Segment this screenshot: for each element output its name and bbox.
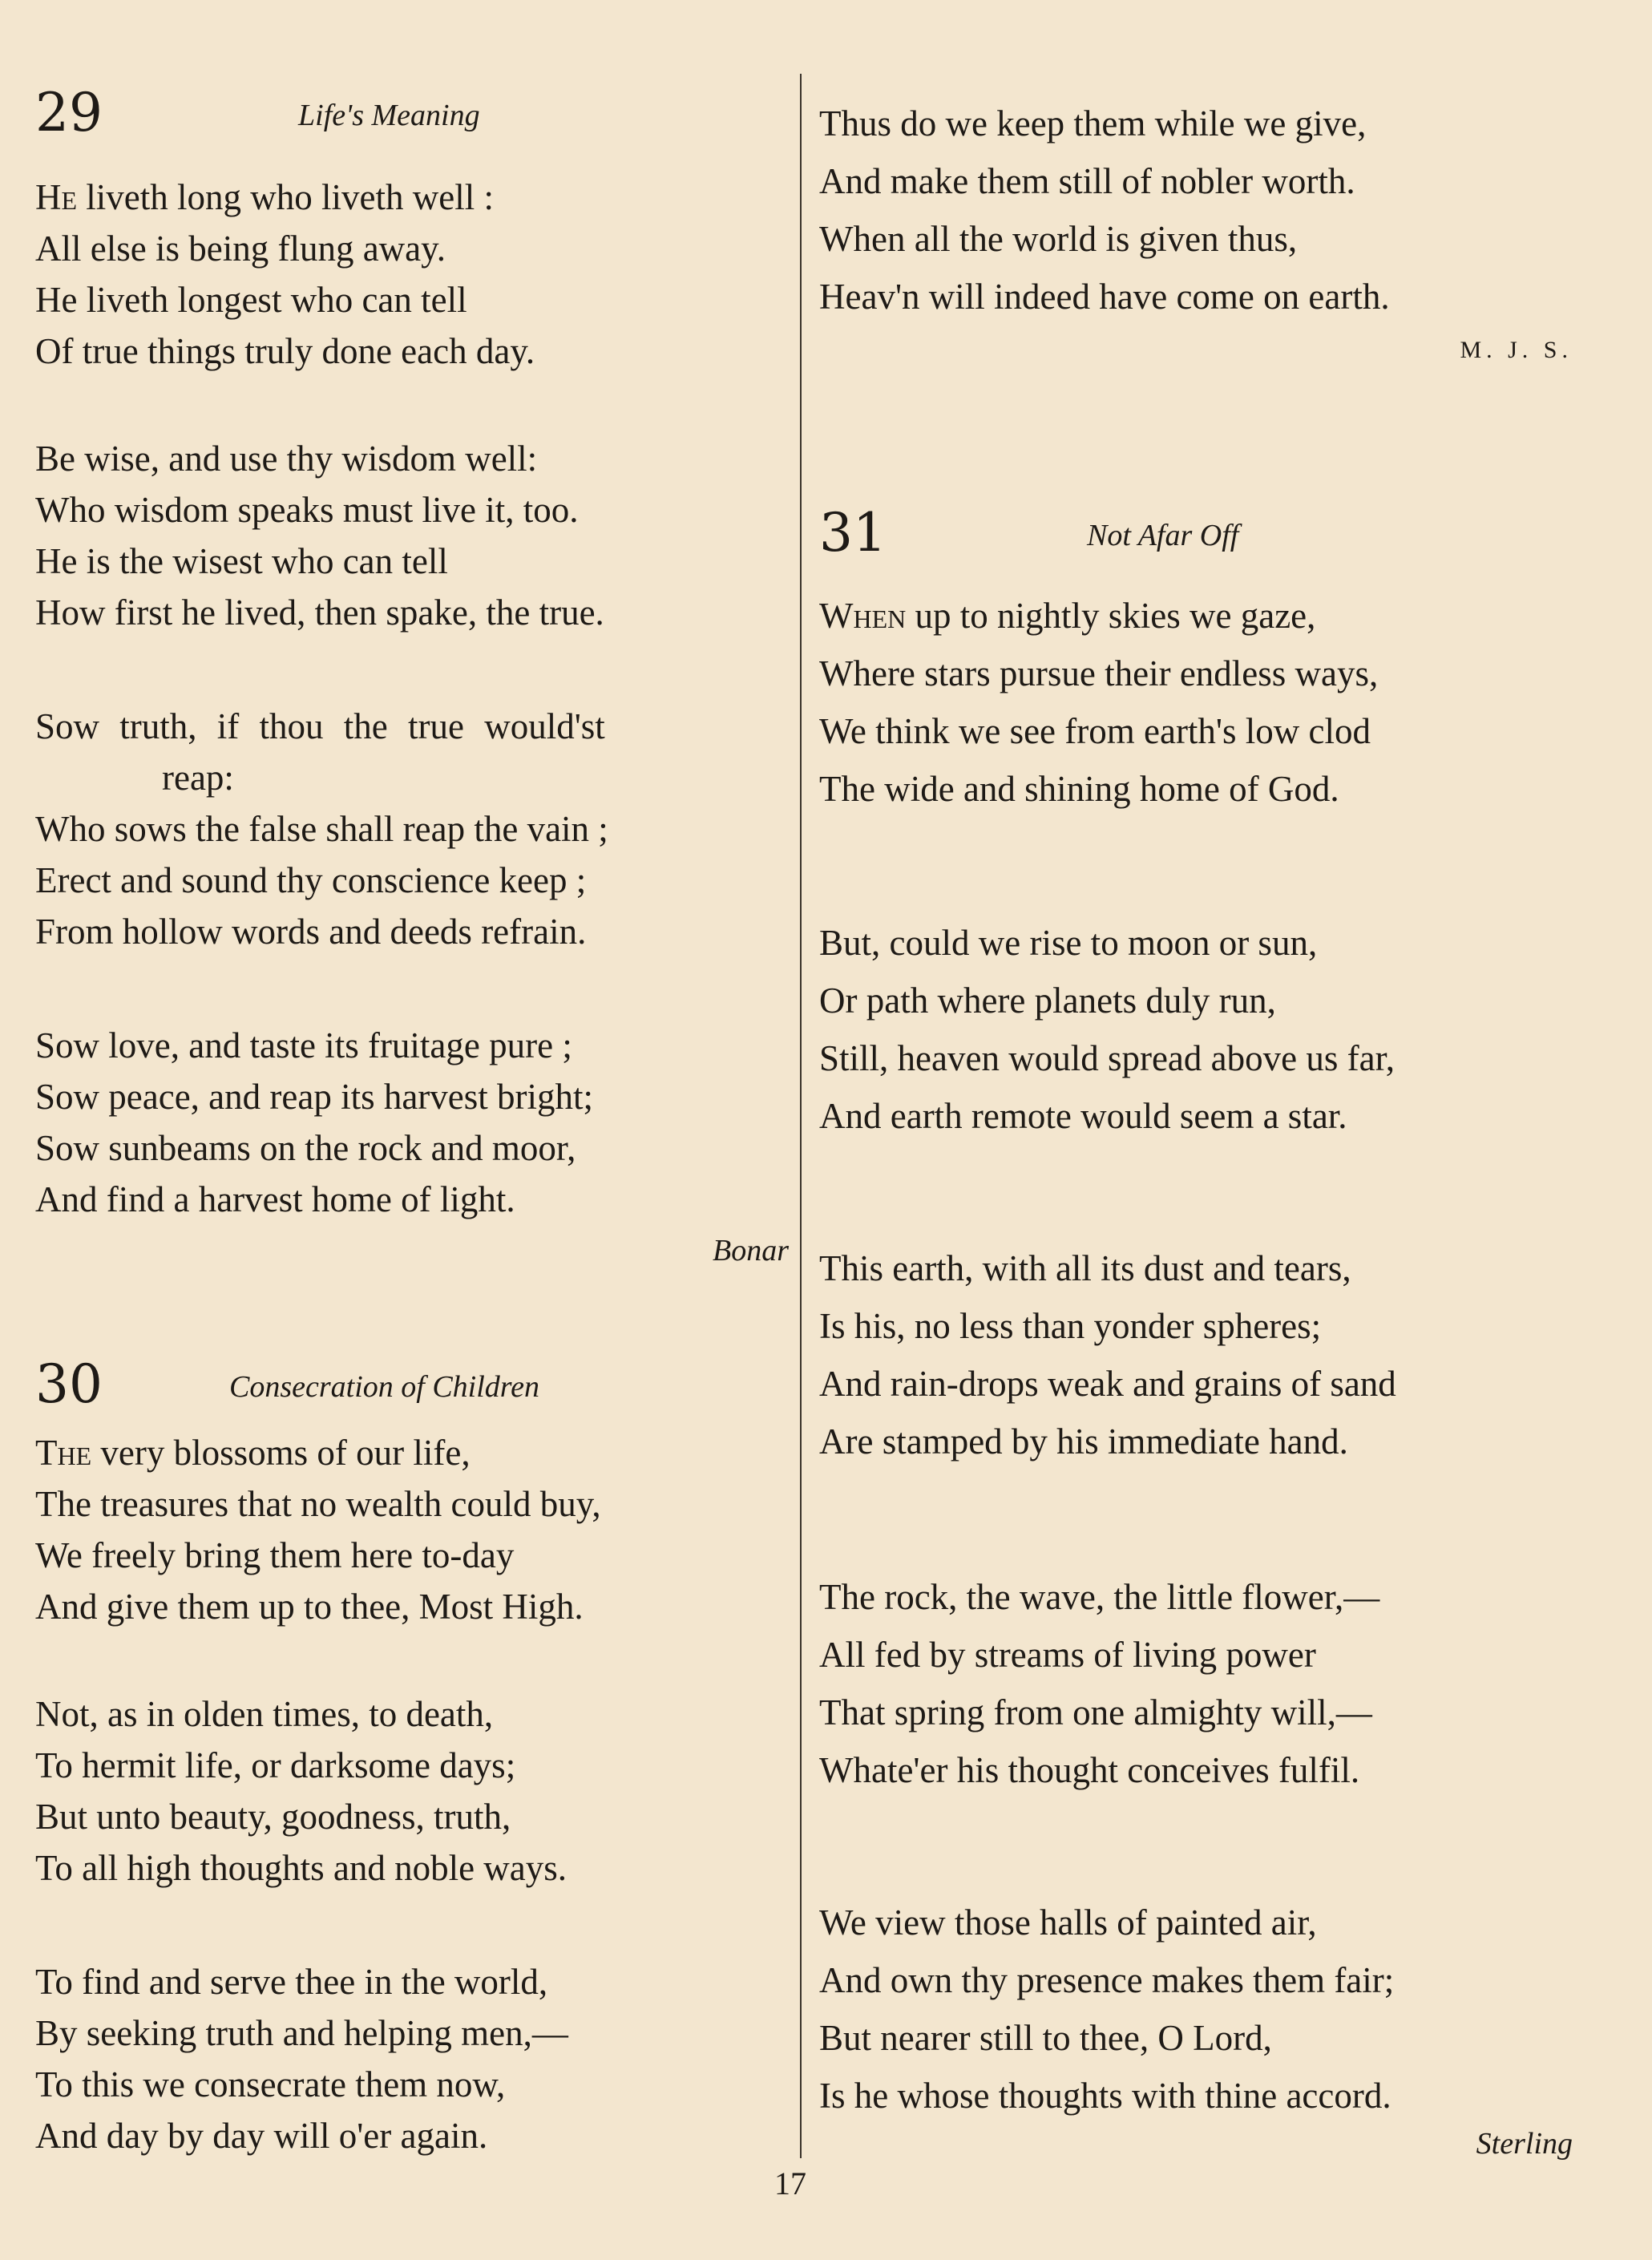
verse-line: Who sows the false shall reap the vain ; <box>35 809 608 849</box>
verse-line: And earth remote would seem a star. <box>819 1096 1347 1136</box>
verse-line: And rain-drops weak and grains of sand <box>819 1364 1396 1404</box>
verse-line: And give them up to thee, Most High. <box>35 1587 584 1627</box>
verse-line: He is the wisest who can tell <box>35 541 448 581</box>
verse-line: He liveth longest who can tell <box>35 280 467 320</box>
lead-word: He <box>35 177 78 217</box>
verse-line: This earth, with all its dust and tears, <box>819 1248 1351 1288</box>
hymn-number: 29 <box>35 82 103 144</box>
lead-word: When <box>819 596 907 636</box>
verse-line: By seeking truth and helping men,— <box>35 2013 568 2053</box>
verse-line: Heav'n will indeed have come on earth. <box>819 277 1390 317</box>
verse-line: Erect and sound thy conscience keep ; <box>35 860 587 900</box>
verse-line: Whate'er his thought conceives fulfil. <box>819 1750 1360 1790</box>
verse-line: Sow truth, if thou the true would'st <box>35 706 605 746</box>
verse-line: To hermit life, or darksome days; <box>35 1745 516 1785</box>
hymn-title: Life's Meaning <box>298 99 480 132</box>
verse-line: When all the world is given thus, <box>819 219 1298 259</box>
verse-line: But unto beauty, goodness, truth, <box>35 1797 511 1837</box>
verse-line: Sow peace, and reap its harvest bright; <box>35 1077 594 1117</box>
verse-text: up to nightly skies we gaze, <box>915 596 1316 636</box>
verse-line: That spring from one almighty will,— <box>819 1692 1372 1732</box>
verse-line: To find and serve thee in the world, <box>35 1962 548 2002</box>
verse-line: From hollow words and deeds refrain. <box>35 912 587 952</box>
verse-line: The rock, the wave, the little flower,— <box>819 1577 1380 1617</box>
verse-line: We view those halls of painted air, <box>819 1902 1317 1943</box>
verse-line: And day by day will o'er again. <box>35 2116 488 2156</box>
verse-line: But nearer still to thee, O Lord, <box>819 2018 1272 2058</box>
verse-line <box>35 176 494 218</box>
page-number: 17 <box>774 2165 806 2201</box>
verse-line: We freely bring them here to-day <box>35 1535 515 1575</box>
verse-line: Are stamped by his immediate hand. <box>819 1421 1348 1462</box>
verse-line: Thus do we keep them while we give, <box>819 103 1367 144</box>
verse-line: And find a harvest home of light. <box>35 1179 515 1219</box>
verse-line: Still, heaven would spread above us far, <box>819 1038 1396 1078</box>
verse-line: Be wise, and use thy wisdom well: <box>35 439 538 479</box>
column-divider <box>800 74 802 2158</box>
verse-line-continuation: reap: <box>162 758 234 798</box>
verse-line: Sow sunbeams on the rock and moor, <box>35 1128 576 1168</box>
verse-line: All else is being flung away. <box>35 228 446 269</box>
verse-line: Is his, no less than yonder spheres; <box>819 1306 1322 1346</box>
verse-line: Is he whose thoughts with thine accord. <box>819 2076 1391 2116</box>
verse-line: The treasures that no wealth could buy, <box>35 1484 601 1524</box>
verse-line: To this we consecrate them now, <box>35 2064 506 2104</box>
verse-line: Not, as in olden times, to death, <box>35 1694 494 1734</box>
lead-word: The <box>35 1433 92 1473</box>
verse-line: The wide and shining home of God. <box>819 769 1339 809</box>
verse-line: But, could we rise to moon or sun, <box>819 923 1318 963</box>
verse-line: Sow love, and taste its fruitage pure ; <box>35 1025 572 1065</box>
hymn-title: Not Afar Off <box>1087 519 1239 552</box>
verse-line: And own thy presence makes them fair; <box>819 1960 1395 2000</box>
verse-line: All fed by streams of living power <box>819 1635 1316 1675</box>
verse-line: Or path where planets duly run, <box>819 980 1276 1021</box>
verse-line: Of true things truly done each day. <box>35 331 535 371</box>
verse-line: And make them still of nobler worth. <box>819 161 1355 201</box>
verse-text: liveth long who liveth well : <box>86 177 494 217</box>
verse-text: very blossoms of our life, <box>100 1433 471 1473</box>
verse-line: How first he lived, then spake, the true. <box>35 592 604 633</box>
hymn-number: 31 <box>819 502 887 564</box>
hymn-author: M. J. S. <box>1460 337 1573 363</box>
hymn-number: 30 <box>35 1353 103 1415</box>
verse-line: We think we see from earth's low clod <box>819 711 1371 751</box>
hymn-title: Consecration of Children <box>229 1370 540 1404</box>
verse-line: To all high thoughts and noble ways. <box>35 1848 567 1888</box>
verse-line <box>35 1432 471 1474</box>
verse-line: Where stars pursue their endless ways, <box>819 653 1379 693</box>
hymn-author: Bonar <box>713 1234 789 1267</box>
verse-line <box>819 595 1315 637</box>
verse-line: Who wisdom speaks must live it, too. <box>35 490 579 530</box>
hymn-author: Sterling <box>1476 2127 1573 2161</box>
